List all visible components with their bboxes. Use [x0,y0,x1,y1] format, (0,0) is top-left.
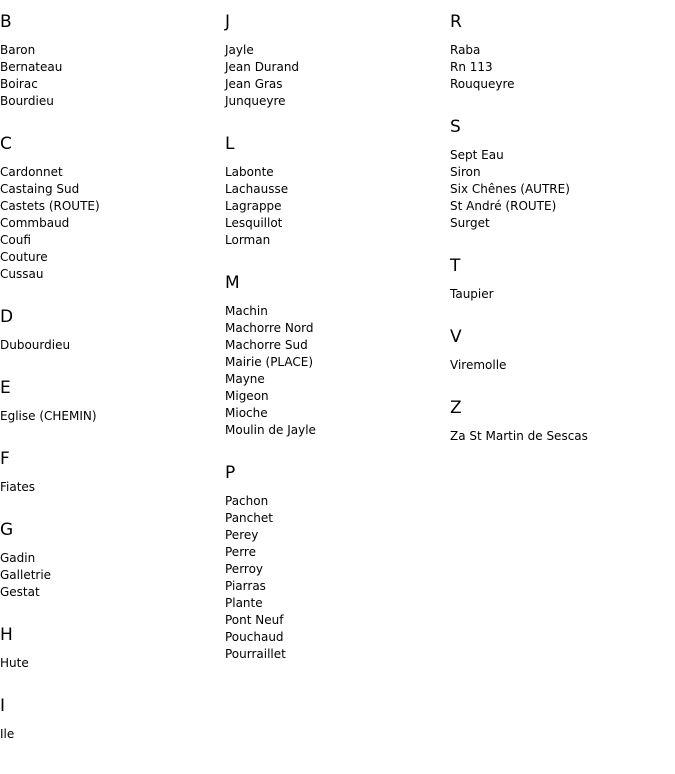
street-link[interactable]: Baron [0,43,36,57]
street-link[interactable]: Machin [225,304,268,318]
section-letter-heading: T [450,256,461,276]
group-spacer [450,374,675,386]
street-link[interactable]: Eglise (CHEMIN) [0,409,97,423]
letter-group [0,12,225,122]
street-link[interactable]: Pouchaud [225,630,284,644]
street-link[interactable]: Castets (ROUTE) [0,199,100,213]
letter-group [0,625,225,684]
section-letter-heading: R [450,12,462,32]
section-letter-heading: M [225,273,240,293]
street-link[interactable]: Bernateau [0,60,63,74]
street-link[interactable]: Junqueyre [225,94,286,108]
group-spacer [0,672,225,684]
group-spacer [0,110,225,122]
street-link[interactable]: Couture [0,250,48,264]
letter-group [0,520,225,613]
letter-group [450,117,675,244]
street-link[interactable]: Jean Gras [225,77,283,91]
street-link[interactable]: Galletrie [0,568,52,582]
street-link[interactable]: Machorre Nord [225,321,314,335]
letter-group [450,398,675,457]
street-link[interactable]: Castaing Sud [0,182,80,196]
street-link[interactable]: Plante [225,596,263,610]
street-link[interactable]: Mairie (PLACE) [225,355,314,369]
letter-group [0,307,225,366]
street-link[interactable]: Za St Martin de Sescas [450,429,588,443]
street-link[interactable]: Jean Durand [225,60,300,74]
section-letter-heading: L [225,134,235,154]
street-link[interactable]: Jayle [225,43,254,57]
section-letter-heading: E [0,378,11,398]
street-link[interactable]: Labonte [225,165,274,179]
letter-group [450,327,675,386]
street-link[interactable]: Cussau [0,267,44,281]
index-column-1 [0,0,225,755]
section-letter-heading: J [225,12,231,32]
street-link[interactable]: Moulin de Jayle [225,423,316,437]
street-link[interactable]: Lachausse [225,182,289,196]
section-letter-heading: V [450,327,462,347]
street-link[interactable]: Migeon [225,389,269,403]
street-link[interactable]: Mioche [225,406,268,420]
index-column-3 [450,0,675,457]
street-link[interactable]: Bourdieu [0,94,54,108]
section-letter-heading: C [0,134,12,154]
group-spacer [0,496,225,508]
street-link[interactable]: Perre [225,545,256,559]
group-spacer [225,110,450,122]
group-spacer [225,439,450,451]
street-link[interactable]: Ile [0,727,15,741]
section-letter-heading: P [225,463,236,483]
street-link[interactable]: Siron [450,165,481,179]
group-spacer [450,303,675,315]
street-link[interactable]: Pont Neuf [225,613,284,627]
street-link[interactable]: St André (ROUTE) [450,199,557,213]
letter-group [225,273,450,451]
street-link[interactable]: Lorman [225,233,271,247]
group-spacer [450,445,675,457]
street-link[interactable]: Fiates [0,480,36,494]
street-link[interactable]: Gestat [0,585,40,599]
street-link[interactable]: Pourraillet [225,647,286,661]
street-link[interactable]: Coufi [0,233,31,247]
street-link[interactable]: Boirac [0,77,38,91]
group-spacer [0,743,225,755]
street-link[interactable]: Piarras [225,579,266,593]
group-spacer [0,354,225,366]
street-link[interactable]: Rn 113 [450,60,493,74]
street-link[interactable]: Pachon [225,494,269,508]
street-link[interactable]: Lesquillot [225,216,283,230]
street-link[interactable]: Mayne [225,372,265,386]
section-letter-heading: I [0,696,6,716]
group-spacer [450,93,675,105]
letter-group [450,256,675,315]
street-link[interactable]: Viremolle [450,358,507,372]
section-letter-heading: B [0,12,12,32]
street-link[interactable]: Sept Eau [450,148,504,162]
letter-group [0,134,225,295]
street-link[interactable]: Cardonnet [0,165,63,179]
street-link[interactable]: Lagrappe [225,199,282,213]
group-spacer [450,232,675,244]
section-letter-heading: G [0,520,14,540]
street-link[interactable]: Taupier [450,287,494,301]
section-letter-heading: S [450,117,461,137]
letter-group [0,696,225,755]
group-spacer [0,425,225,437]
section-letter-heading: H [0,625,13,645]
group-spacer [225,663,450,675]
street-link[interactable]: Panchet [225,511,273,525]
letter-group [225,12,450,122]
group-spacer [225,249,450,261]
index-column-2 [225,0,450,675]
letter-group [225,463,450,675]
section-letter-heading: F [0,449,10,469]
street-link[interactable]: Perey [225,528,259,542]
street-link[interactable]: Dubourdieu [0,338,71,352]
street-link[interactable]: Hute [0,656,29,670]
letter-group [450,12,675,105]
street-link[interactable]: Perroy [225,562,264,576]
street-link[interactable]: Machorre Sud [225,338,308,352]
section-letter-heading: Z [450,398,462,418]
letter-group [0,378,225,437]
letter-group [225,134,450,261]
street-link[interactable]: Gadin [0,551,36,565]
street-link[interactable]: Six Chênes (AUTRE) [450,182,570,196]
section-letter-heading: D [0,307,14,327]
letter-group [0,449,225,508]
group-spacer [0,601,225,613]
street-link[interactable]: Commbaud [0,216,70,230]
street-link[interactable]: Rouqueyre [450,77,515,91]
street-link[interactable]: Surget [450,216,490,230]
group-spacer [0,283,225,295]
street-link[interactable]: Raba [450,43,481,57]
